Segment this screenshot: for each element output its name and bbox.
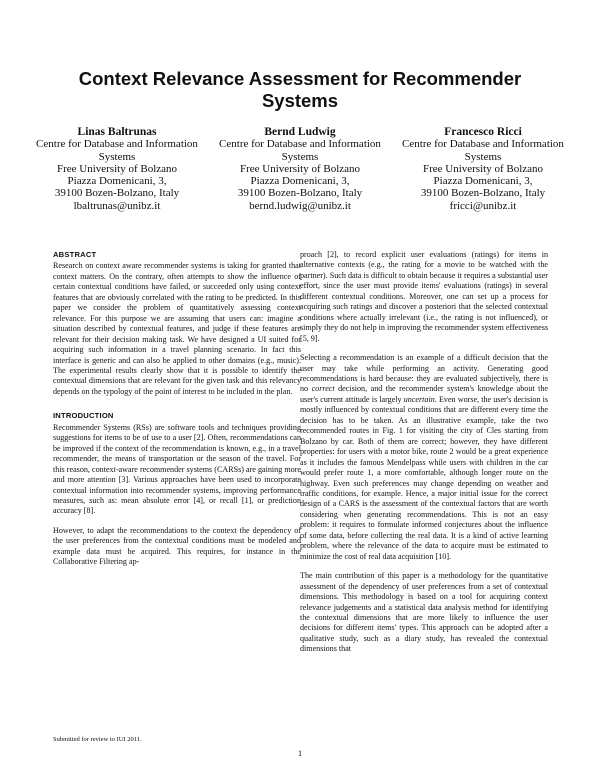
author-street: Piazza Domenicani, 3, bbox=[433, 175, 533, 188]
author-univ: Free University of Bolzano bbox=[422, 162, 544, 175]
intro-paragraph-2: However, to adapt the recommendations to the context the dependency of the user preferences from the contextual conditions must be modeled and example data must be acquired. This requires, for instance in the Collaborative Filtering ap- bbox=[53, 525, 301, 567]
author-email: fricci@unibz.it bbox=[449, 199, 517, 212]
body-text: . Even worse, the user's decision is mostly influenced by contextual conditions that are different every time the decision has to be taken. As an illustrative example, take the two recommended routes in Fig. 1 for visiting the city of Cles starting from Bolzano by car. Both of them are correct; however, they have different properties: for users with a motor bike, route 2 would be a great experience as it includes the famous Mendelpass while users with children in the car would prefer route 1, a more comfortable, although longer route on the highway. Even such preferences may change depending on weather and traffic conditions, for example. Hence, a major initial issue for the correct design of a CARS is the assessment of the contextual factors that are worth considering when generating recommendations. This is not an easy problem: it requires to formulate informed conjectures about the influence of some data, before collecting the real data. It is a kind of active learning problem, where the relevance of the data to acquire must be estimated to minimize the cost of real data acquisition [10]. bbox=[300, 394, 549, 561]
author-name: Linas Baltrunas bbox=[77, 126, 157, 138]
author-univ: Free University of Bolzano bbox=[56, 162, 178, 175]
intro-paragraph-1: Recommender Systems (RSs) are software tools and techniques providing suggestions for items to be of use to a user [2]. Often, recommendations can be improved if the context of the recommendation is known, e.g., in a travel recommender, the means of transportation or the season of the travel. For this reason, context-aware recommender systems (CARSs) are gaining more and more attention [3]. Various approaches have been used to incorporate contextual information into recommender systems, improving performance measures, such as: mean absolute error [4], or recall [1], or prediction accuracy [8]. bbox=[53, 422, 301, 516]
author-dept: Centre for Database and Information Systems bbox=[219, 138, 381, 163]
author-name: Francesco Ricci bbox=[444, 126, 522, 138]
paper-title: Context Relevance Assessment for Recommender Systems bbox=[78, 68, 522, 111]
submission-note: Submitted for review to IUI 2011. bbox=[53, 736, 142, 743]
body-text: Selecting a recommendation is an example of a difficult decision that the user may take while performing an activity. Generating good recommendations is hard because: they are evaluated subjectively, there is no bbox=[300, 353, 548, 394]
author-name: Bernd Ludwig bbox=[264, 126, 336, 138]
right-column bbox=[300, 250, 548, 664]
author-email: lbaltrunas@unibz.it bbox=[73, 199, 161, 212]
body-paragraph-2 bbox=[300, 353, 548, 562]
left-column bbox=[53, 250, 301, 577]
author-city: 39100 Bozen-Bolzano, Italy bbox=[54, 187, 180, 200]
author-1 bbox=[30, 126, 204, 212]
author-street: Piazza Domenicani, 3, bbox=[250, 175, 350, 188]
emphasis-uncertain: uncertain bbox=[403, 394, 435, 404]
page-number: 1 bbox=[297, 748, 303, 758]
author-dept: Centre for Database and Information Systems bbox=[36, 138, 198, 163]
body-paragraph-3: The main contribution of this paper is a methodology for the quantitative assessment of the dependency of user preferences from a set of contextual dimensions. This methodology is based on a tool for acquiring context relevance judgements and a statistical data analysis method for identifying the contextual dimensions that are more likely to influence the user decisions for different items' types. This approach can be adopted after a qualitative study, such as a diary study, has revealed the contextual dimensions that bbox=[300, 571, 548, 654]
author-city: 39100 Bozen-Bolzano, Italy bbox=[420, 187, 546, 200]
author-email: bernd.ludwig@unibz.it bbox=[249, 199, 351, 212]
emphasis-correct: correct bbox=[311, 384, 335, 394]
introduction-heading: INTRODUCTION bbox=[53, 411, 114, 421]
body-paragraph-1: proach [2], to record explicit user evaluations (ratings) for items in alternative contexts (e.g., the rating for a movie to be watched with the partner). Such data is difficult to obtain because it requires a substantial user effort, since the user must provide items' evaluations (ratings) in several different contextual conditions. Moreover, one can set up a process for acquiring such ratings and discover a posteriori that the selected contextual conditions where actually irrelevant (i.e., the rating is not influenced), or simply they do not help in improving the recommender system effectiveness [5, 9]. bbox=[300, 250, 548, 343]
body-text: decision, and the recommender system's knowledge about the user's current attitude is largely bbox=[300, 384, 548, 404]
author-2 bbox=[213, 126, 387, 212]
author-city: 39100 Bozen-Bolzano, Italy bbox=[237, 187, 363, 200]
author-dept: Centre for Database and Information Systems bbox=[402, 138, 564, 163]
abstract-heading: ABSTRACT bbox=[53, 250, 97, 259]
author-block bbox=[36, 126, 564, 212]
author-univ: Free University of Bolzano bbox=[239, 162, 361, 175]
author-street: Piazza Domenicani, 3, bbox=[67, 175, 167, 188]
abstract-text: Research on context aware recommender systems is taking for granted that context matters. On the contrary, often attempts to show the influence of certain contextual conditions have failed, or succeeded only using context features that are obviously correlated with the rating to be predicted. In this paper we consider the problem of quantitatively assessing context relevance. For this purpose we are assuming that users can: imagine a situation described by contextual features, and judge if these features are relevant for their decision making task. We have designed a UI suited for acquiring such information in a travel planning scenario. In fact this interface is generic and can also be applied to other domains (e.g., music). The experimental results clearly show that it is possible to identify the contextual dimensions that are relevant for the given task and this relevancy depends on the typology of the point of interest to be included in the plan. bbox=[53, 261, 301, 396]
author-3 bbox=[396, 126, 570, 212]
